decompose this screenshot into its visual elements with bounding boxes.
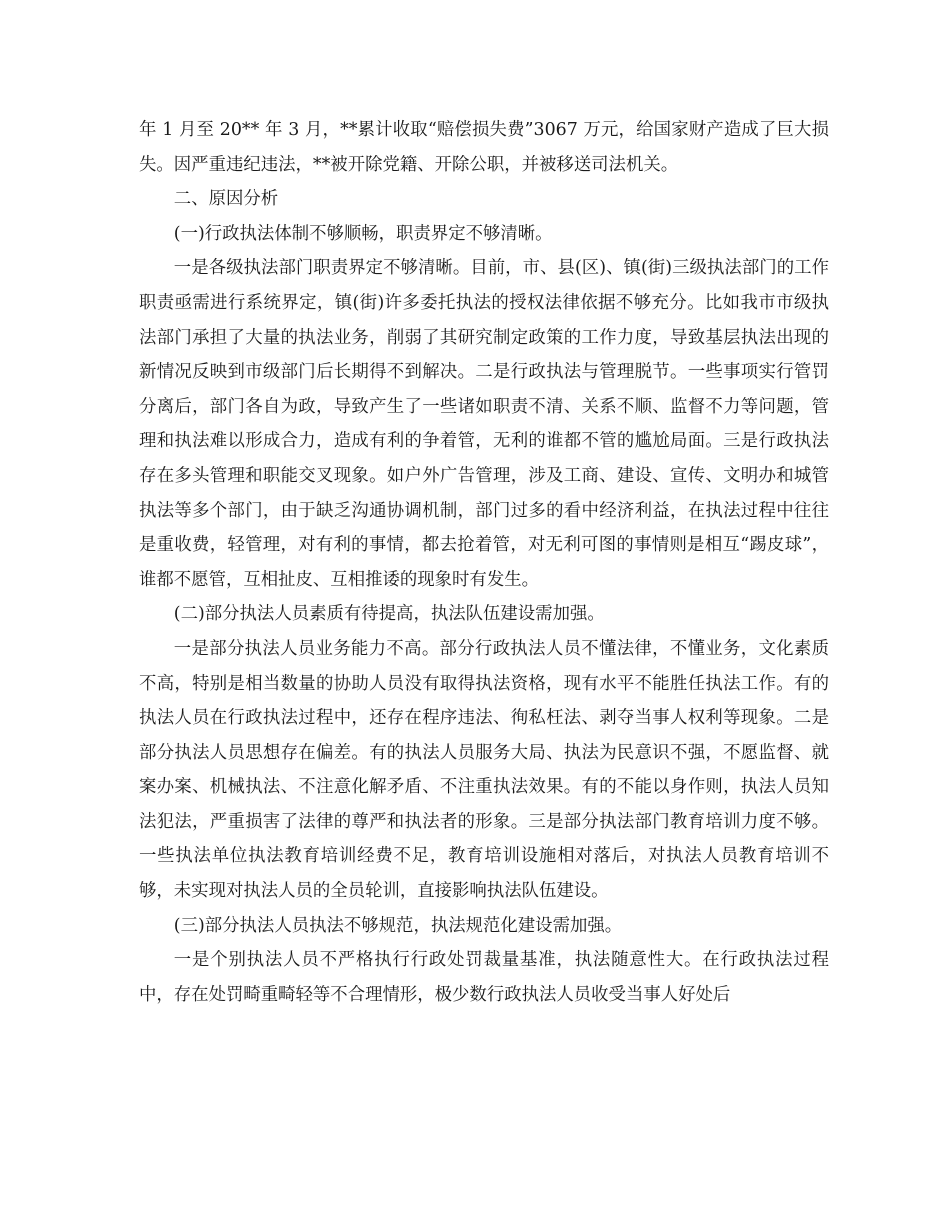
subheading-1: (一)行政执法体制不够顺畅，职责界定不够清晰。 xyxy=(173,223,553,244)
document-body xyxy=(139,113,829,1012)
paragraph-2: 一是部分执法人员业务能力不高。部分行政执法人员不懂法律，不懂业务，文化素质不高，特别是相当数量的协助人员没有取得执法资格，现有水平不能胜任执法工作。有的执法人员在行政执法过程中，还存在程序违法、徇私枉法、剥夺当事人权利等现象。二是部分执法人员思想存在偏差。有的执法人员服务大局、执法为民意识不强，不愿监督、就案办案、机械执法、不注意化解矛盾、不注重执法效果。有的不能以身作则，执法人员知法犯法，严重损害了法律的尊严和执法者的形象。三是部分执法部门教育培训力度不够。一些执法单位执法教育培训经费不足，教育培训设施相对落后，对执法人员教育培训不够，未实现对执法人员的全员轮训，直接影响执法队伍建设。 xyxy=(139,638,829,902)
section-heading-cause-analysis: 二、原因分析 xyxy=(173,189,279,210)
subheading-2: (二)部分执法人员素质有待提高，执法队伍建设需加强。 xyxy=(173,604,605,625)
paragraph-3: 一是个别执法人员不严格执行行政处罚裁量基准，执法随意性大。在行政执法过程中，存在处罚畸重畸轻等不合理情形，极少数行政执法人员收受当事人好处后 xyxy=(139,950,829,1005)
subheading-3: (三)部分执法人员执法不够规范，执法规范化建设需加强。 xyxy=(173,915,623,936)
paragraph-1: 一是各级执法部门职责界定不够清晰。目前，市、县(区)、镇(街)三级执法部门的工作职责亟需进行系统界定，镇(街)许多委托执法的授权法律依据不够充分。比如我市市级执法部门承担了大量的执法业务，削弱了其研究制定政策的工作力度，导致基层执法出现的新情况反映到市级部门后长期得不到解决。二是行政执法与管理脱节。一些事项实行管罚分离后，部门各自为政，导致产生了一些诸如职责不清、关系不顺、监督不力等问题，管理和执法难以形成合力，造成有利的争着管，无利的谁都不管的尴尬局面。三是行政执法存在多头管理和职能交叉现象。如户外广告管理，涉及工商、建设、宣传、文明办和城管执法等多个部门，由于缺乏沟通协调机制，部门过多的看中经济利益，在执法过程中往往是重收费，轻管理，对有利的事情，都去抢着管，对无利可图的事情则是相互“踢皮球”，谁都不愿管，互相扯皮、互相推诿的现象时有发生。 xyxy=(139,258,829,590)
paragraph-continuation: 年 1 月至 20** 年 3 月，**累计收取“赔偿损失费”3067 万元，给国家财产造成了巨大损失。因严重违纪违法，**被开除党籍、开除公职，并被移送司法机关。 xyxy=(139,120,829,175)
